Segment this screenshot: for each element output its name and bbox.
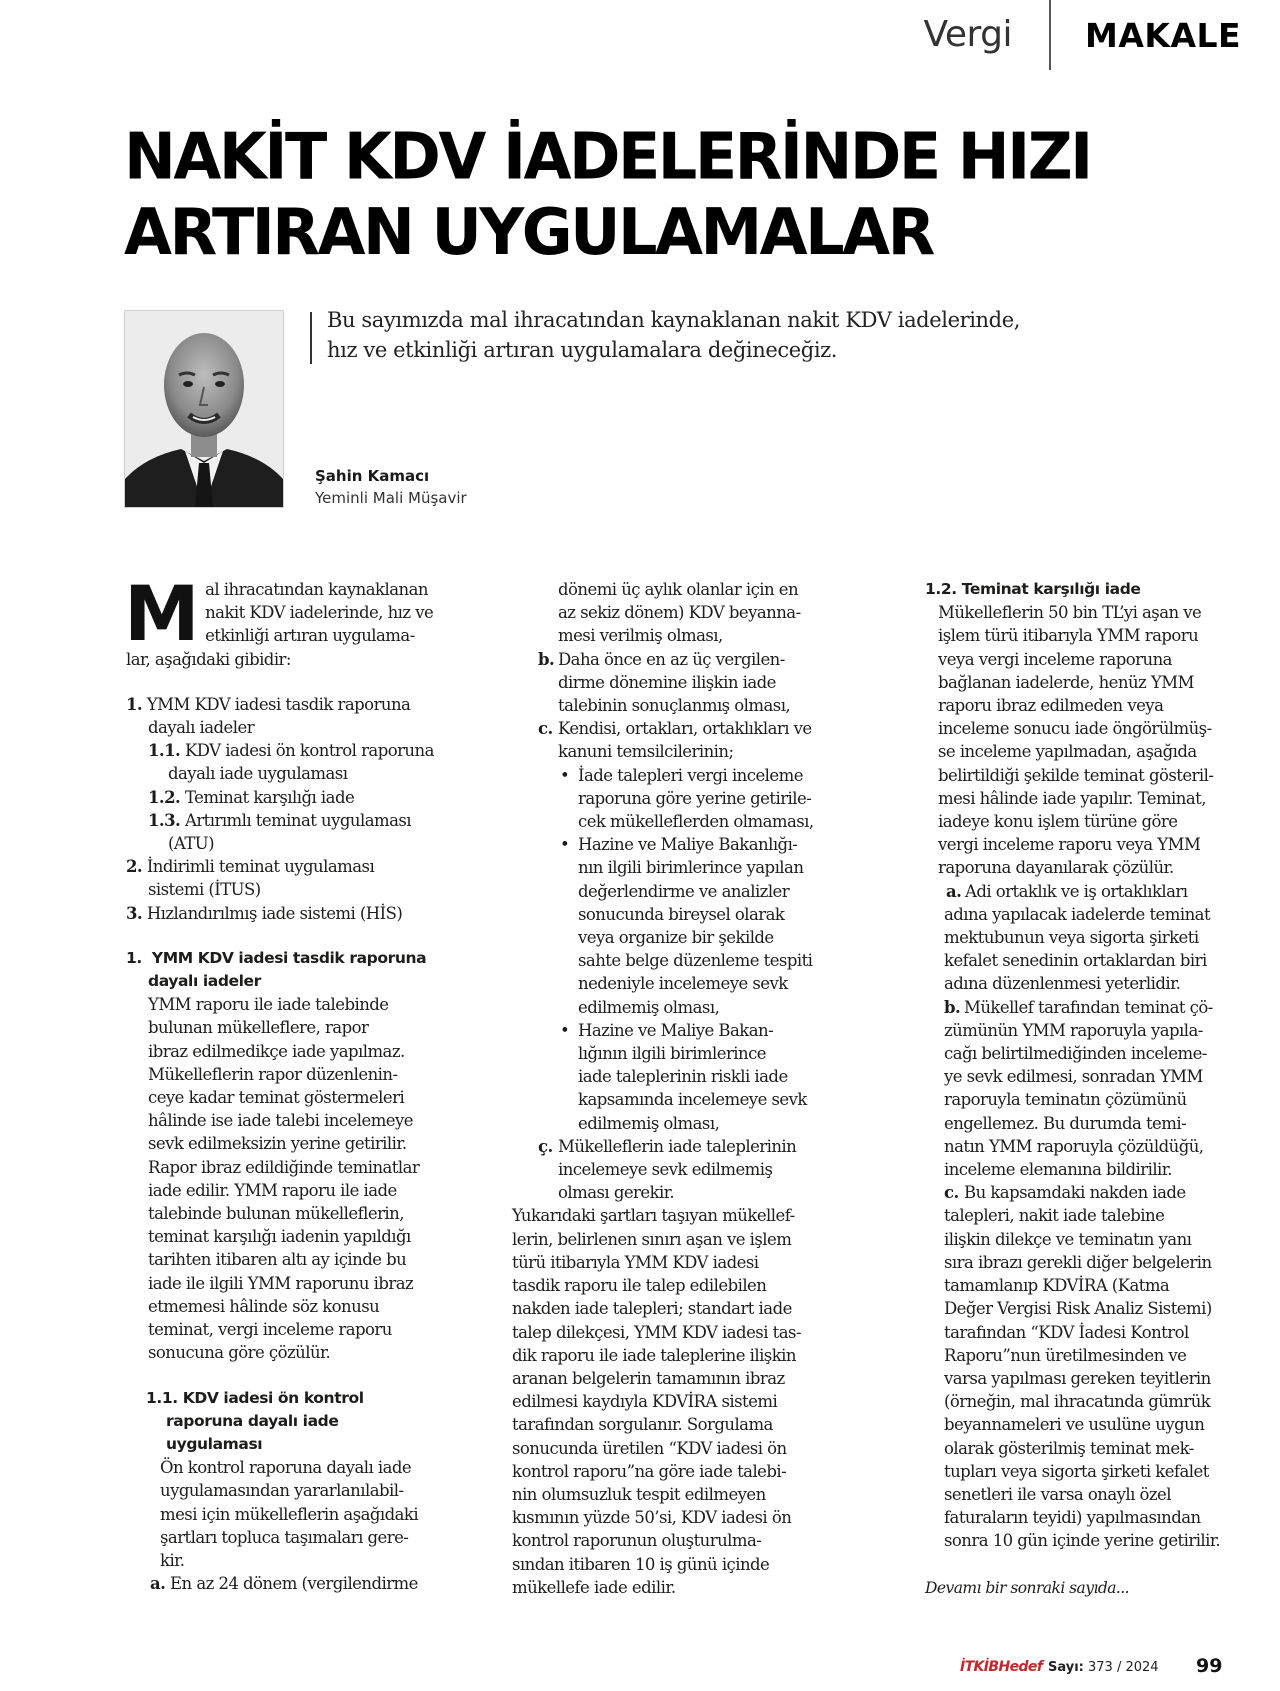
body-line: mükellefe iade edilir. (512, 1577, 676, 1597)
body-line: Ön kontrol raporuna dayalı iade (160, 1458, 412, 1478)
item-b (925, 996, 1235, 1182)
heading-line: Teminat karşılığı iade (961, 580, 1141, 598)
issue-value: 373 / 2024 (1088, 1660, 1159, 1675)
body-line: varsa yapılması gereken teyitlerin (944, 1368, 1211, 1388)
body-line: mesi için mükelleflerin aşağıdaki (160, 1504, 419, 1524)
toc-item (126, 855, 456, 878)
heading-line: uygulaması (166, 1434, 263, 1453)
item-label: a. (946, 881, 962, 901)
header-category: Vergi (923, 14, 1012, 55)
spacer (126, 925, 456, 947)
body-line: Yukarıdaki şartları taşıyan mükellef- (512, 1206, 795, 1226)
bullet-icon: • (560, 835, 570, 855)
author-role: Yeminli Mali Müşavir (315, 489, 467, 507)
body-line: kontrol raporunun oluşturulma- (512, 1531, 762, 1551)
section-1-1-heading-cont (126, 1410, 456, 1433)
body-line: ye sevk edilmesi, sonradan YMM (944, 1067, 1203, 1087)
intro-line: al ihracatından kaynaklanan (205, 580, 428, 599)
continued-note: Devamı bir sonraki sayıda... (925, 1578, 1130, 1597)
body-line: tamamlanıp KDVİRA (Katma (944, 1276, 1170, 1296)
title-line-2: ARTIRAN UYGULAMALAR (124, 193, 933, 270)
body-line: lığının ilgili birimlerince (578, 1044, 767, 1064)
body-paragraph (512, 1204, 842, 1598)
toc-item (126, 693, 456, 716)
body-line: inceleme sonucu iade öngörülmüş- (938, 719, 1212, 739)
body-line: talepleri, nakit iade talebine (944, 1206, 1165, 1226)
body-line: raporu ibraz edilmeden veya (938, 696, 1164, 716)
toc-text: sistemi (İTUS) (148, 880, 261, 900)
body-line: senetleri ile varsa onaylı özel (944, 1484, 1172, 1504)
body-line: teminat, vergi inceleme raporu (148, 1320, 392, 1340)
body-line: uygulamasından yararlanılabil- (160, 1481, 404, 1501)
body-line: tarafından “KDV İadesi Kontrol (944, 1322, 1189, 1342)
body-line: ibraz edilmedikçe iade yapılmaz. (148, 1041, 405, 1061)
body-line: sonucunda üretilen “KDV iadesi ön (512, 1438, 787, 1458)
body-line: Adi ortaklık ve iş ortaklıkları (965, 881, 1188, 901)
heading-line: YMM KDV iadesi tasdik raporuna (151, 948, 427, 967)
body-line: cek mükelleflerden olmaması, (578, 812, 814, 832)
body-line: kapsamında incelemeye sevk (578, 1090, 807, 1110)
author-name: Şahin Kamacı (315, 467, 430, 485)
section-1-2-body (925, 601, 1235, 879)
section-1-heading (126, 947, 456, 970)
toc-text: dayalı iadeler (148, 718, 255, 738)
header-divider (1049, 0, 1051, 70)
author-portrait-icon (125, 311, 283, 507)
bullet-text (512, 833, 842, 1019)
toc-number: 2. (126, 857, 143, 877)
intro-paragraph (124, 569, 456, 671)
section-1-1-heading-cont (126, 1433, 456, 1456)
item-cc (512, 1135, 842, 1205)
toc-text: İndirimli teminat uygulaması (146, 857, 375, 877)
body-line: raporuna göre yerine getirile- (578, 788, 812, 808)
bullet-item (512, 1019, 842, 1135)
column-3 (925, 578, 1235, 1600)
body-line: teminat karşılığı iadenin yapıldığı (148, 1227, 411, 1247)
section-number: 1.2. (925, 580, 957, 598)
body-line: adına yapılacak iadelerde teminat (944, 904, 1211, 924)
item-c (925, 1181, 1235, 1552)
body-line: aranan belgelerin tamamının ibraz (512, 1368, 785, 1388)
body-line: edilmemiş olması, (578, 997, 720, 1017)
toc-number: 1. (126, 694, 143, 714)
body-line: talep dilekçesi, YMM KDV iadesi tas- (512, 1322, 801, 1342)
bullet-item (512, 764, 842, 834)
intro-line: etkinliği artıran uygulama- (205, 626, 415, 646)
body-line: vergi inceleme raporu veya YMM (938, 835, 1201, 855)
body-line: Değer Vergisi Risk Analiz Sistemi) (944, 1299, 1212, 1319)
body-line: olarak gösterilmiş teminat mek- (944, 1438, 1194, 1458)
body-line: kısmının yüzde 50’si, KDV iadesi ön (512, 1508, 792, 1528)
body-line: incelemeye sevk edilmemiş (558, 1160, 773, 1180)
body-line: faturaların teyidi) yapılmasından (944, 1508, 1201, 1528)
body-line: tarafından sorgulanır. Sorgulama (512, 1415, 773, 1435)
toc-item (126, 809, 456, 832)
drop-cap: M (124, 569, 200, 658)
body-line: (örneğin, mal ihracatında gümrük (944, 1392, 1211, 1412)
body-line: raporuyla teminatın çözümünü (944, 1090, 1187, 1110)
toc-number: 1.3. (148, 810, 181, 830)
body-line: zümünün YMM raporuyla yapıla- (944, 1020, 1203, 1040)
body-line: ceye kadar teminat göstermeleri (148, 1088, 405, 1108)
body-line: olması gerekir. (558, 1183, 675, 1203)
title-line-1: NAKİT KDV İADELERİNDE HIZI (124, 118, 1091, 194)
bullet-item (512, 833, 842, 1019)
body-line: engellemez. Bu durumda temi- (944, 1113, 1187, 1133)
item-a (126, 1572, 456, 1595)
body-line: cağı belirtilmediğinden inceleme- (944, 1044, 1207, 1064)
item-text-block (925, 880, 1235, 996)
item-label: a. (150, 1574, 166, 1594)
body-line: edilmesi kaydıyla KDVİRA sistemi (512, 1392, 778, 1412)
body-line: tasdik raporu ile talep edilebilen (512, 1276, 767, 1296)
bullet-icon: • (560, 1020, 570, 1040)
toc-item-cont (126, 878, 456, 901)
section-1-1-body (126, 1456, 456, 1572)
column-2 (512, 578, 842, 1599)
body-line: kanuni temsilcilerinin; (558, 742, 734, 762)
body-line: sonucuna göre çözülür. (148, 1343, 331, 1363)
body-line: lerin, belirlenen sınırı aşan ve işlem (512, 1229, 792, 1249)
item-text: En az 24 dönem (vergilendirme (170, 1574, 418, 1594)
author-photo (124, 310, 284, 508)
issue-label: Sayı: (1048, 1660, 1084, 1675)
lead-line-2: hız ve etkinliği artıran uygulamalara değineceğiz. (327, 338, 838, 362)
body-line: dik raporu ile iade taleplerine ilişkin (512, 1345, 796, 1365)
body-line: mesi hâlinde iade yapılır. Teminat, (938, 788, 1206, 808)
body-line: nedeniyle incelemeye sevk (578, 974, 788, 994)
body-line: Mükelleflerin rapor düzenlenin- (148, 1064, 398, 1084)
body-line: Hazine ve Maliye Bakanlığı- (578, 835, 798, 855)
item-label: c. (538, 719, 553, 739)
toc-number: 1.1. (148, 741, 181, 761)
body-line: talebinde bulunan mükelleflerin, (148, 1204, 404, 1224)
header-section: MAKALE (1085, 16, 1242, 55)
intro-line: lar, aşağıdaki gibidir: (126, 649, 291, 669)
body-line: sevk edilmeksizin yerine getirilir. (148, 1134, 407, 1154)
body-line: az sekiz dönem) KDV beyanna- (558, 603, 801, 623)
body-line: Mükellef tarafından teminat çö- (964, 997, 1213, 1017)
body-line: kontrol raporu”na göre iade talebi- (512, 1461, 787, 1481)
body-line: iade edilir. YMM raporu ile iade (148, 1180, 397, 1200)
item-a-continuation (512, 578, 842, 648)
body-line: Rapor ibraz edildiğinde teminatlar (148, 1157, 420, 1177)
body-line: Mükelleflerin iade taleplerinin (558, 1136, 797, 1156)
section-number: 1. (126, 948, 142, 967)
toc-text: (ATU) (168, 834, 215, 854)
magazine-logo: İTKİBHedef (960, 1659, 1043, 1675)
body-line: türü itibarıyla YMM KDV iadesi (512, 1252, 759, 1272)
heading-line: dayalı iadeler (148, 972, 261, 991)
heading-line: raporuna dayalı iade (166, 1411, 339, 1430)
page-number: 99 (1196, 1655, 1223, 1677)
item-label: c. (944, 1183, 959, 1203)
body-line: etmemesi hâlinde söz konusu (148, 1296, 380, 1316)
body-line: Daha önce en az üç vergilen- (558, 649, 785, 669)
spacer (126, 1365, 456, 1387)
body-line: kir. (160, 1550, 185, 1570)
body-line: se inceleme yapılmadan, aşağıda (938, 742, 1197, 762)
body-line: sıra ibrazı gerekli diğer belgelerin (944, 1252, 1212, 1272)
toc-text: Teminat karşılığı iade (184, 787, 355, 807)
toc-text: YMM KDV iadesi tasdik raporuna (146, 694, 411, 714)
body-line: sonucunda bireysel olarak (578, 904, 785, 924)
body-line: dönemi üç aylık olanlar için en (558, 580, 799, 599)
item-text-block (512, 717, 842, 763)
item-text-block (512, 1135, 842, 1205)
toc-item (126, 902, 456, 925)
toc-item-cont (126, 716, 456, 739)
body-line: sonra 10 gün içinde yerine getirilir. (944, 1531, 1221, 1551)
lead-line-1: Bu sayımızda mal ihracatından kaynaklanan nakit KDV iadelerinde, (327, 308, 1021, 332)
article-lead (327, 305, 1087, 365)
item-text-block (512, 648, 842, 718)
intro-line: nakit KDV iadelerinde, hız ve (205, 603, 434, 623)
body-line: inceleme elemanına bildirilir. (944, 1160, 1173, 1180)
item-label: ç. (538, 1136, 553, 1156)
body-line: İade talepleri vergi inceleme (578, 765, 803, 785)
toc-text: KDV iadesi ön kontrol raporuna (184, 741, 434, 761)
body-line: bulunan mükelleflere, rapor (148, 1018, 369, 1038)
body-line: hâlinde ise iade talebi incelemeye (148, 1111, 413, 1131)
item-b (512, 648, 842, 718)
body-line: değerlendirme ve analizler (578, 881, 790, 901)
lead-divider (310, 312, 312, 364)
toc-list (126, 693, 456, 925)
body-line: nakden iade talepleri; standart iade (512, 1299, 792, 1319)
body-line: veya vergi inceleme raporuna (938, 649, 1172, 669)
body-line: sından itibaren 10 iş günü içinde (512, 1554, 770, 1574)
body-line: Mükelleflerin 50 bin TL’yi aşan ve (938, 603, 1202, 623)
bullet-icon: • (560, 765, 570, 785)
body-line: YMM raporu ile iade talebinde (148, 995, 389, 1015)
item-a (925, 880, 1235, 996)
body-line: sahte belge düzenleme tespiti (578, 951, 813, 971)
toc-text: Artırımlı teminat uygulaması (184, 810, 412, 830)
item-c (512, 717, 842, 763)
item-label: b. (538, 649, 555, 669)
page-header (0, 0, 1280, 72)
body-line: şartları topluca taşımaları gere- (160, 1527, 409, 1547)
section-1-heading-cont (126, 970, 456, 993)
body-line: belirtildiği şekilde teminat gösteril- (938, 765, 1214, 785)
body-line: adına düzenlenmesi yeterlidir. (944, 974, 1181, 994)
body-line: mesi verilmiş olması, (558, 626, 723, 646)
section-1-2-heading (925, 578, 1235, 601)
body-line: iade ile ilgili YMM raporunu ibraz (148, 1273, 414, 1293)
body-line: beyannameleri ve usulüne uygun (944, 1415, 1205, 1435)
body-line: ilişkin dilekçe ve teminatın yanı (944, 1229, 1192, 1249)
toc-item-cont (126, 832, 456, 855)
toc-text: dayalı iade uygulaması (168, 764, 348, 784)
body-line: Bu kapsamdaki nakden iade (964, 1183, 1186, 1203)
item-label: b. (944, 997, 961, 1017)
toc-item-cont (126, 762, 456, 785)
body-line: nin olumsuzluk tespit edilmeyen (512, 1484, 766, 1504)
body-line: mektubunun veya sigorta şirketi (944, 928, 1199, 948)
page-footer (0, 1653, 1280, 1683)
body-line: tarihten itibaren altı ay içinde bu (148, 1250, 407, 1270)
body-line: raporuna dayanılarak çözülür. (938, 858, 1174, 878)
body-line: Raporu”nun üretilmesinden ve (944, 1345, 1187, 1365)
issue-info (1048, 1660, 1159, 1675)
heading-line: KDV iadesi ön kontrol (182, 1388, 364, 1407)
toc-text: Hızlandırılmış iade sistemi (HİS) (146, 903, 403, 923)
author-block (315, 465, 467, 509)
item-text-block (925, 996, 1235, 1182)
body-line: tupları veya sigorta şirketi kefalet (944, 1461, 1209, 1481)
body-line: iadeye konu işlem türüne göre (938, 812, 1178, 832)
section-1-1-heading (126, 1387, 456, 1410)
body-line: işlem türü itibarıyla YMM raporu (938, 626, 1199, 646)
toc-number: 1.2. (148, 787, 181, 807)
body-line: Hazine ve Maliye Bakan- (578, 1020, 774, 1040)
section-number: 1.1. (146, 1388, 178, 1407)
body-line: natın YMM raporuyla çözüldüğü, (944, 1136, 1204, 1156)
body-line: talebinin sonuçlanmış olması, (558, 696, 791, 716)
body-line: dirme dönemine ilişkin iade (558, 672, 776, 692)
item-text-block (925, 1181, 1235, 1552)
toc-number: 3. (126, 903, 143, 923)
body-line: Kendisi, ortakları, ortaklıkları ve (558, 719, 812, 739)
article-title (124, 118, 1244, 270)
body-line: bağlanan iadelerde, henüz YMM (938, 672, 1194, 692)
spacer (126, 671, 456, 693)
body-line: kefalet senedinin ortaklardan biri (944, 951, 1207, 971)
toc-item (126, 786, 456, 809)
body-line: nın ilgili birimlerince yapılan (578, 858, 804, 878)
section-1-body (126, 993, 456, 1364)
toc-item (126, 739, 456, 762)
column-1 (124, 569, 456, 1595)
body-line: iade taleplerinin riskli iade (578, 1067, 788, 1087)
body-line: edilmemiş olması, (578, 1113, 720, 1133)
body-line: veya organize bir şekilde (578, 928, 774, 948)
